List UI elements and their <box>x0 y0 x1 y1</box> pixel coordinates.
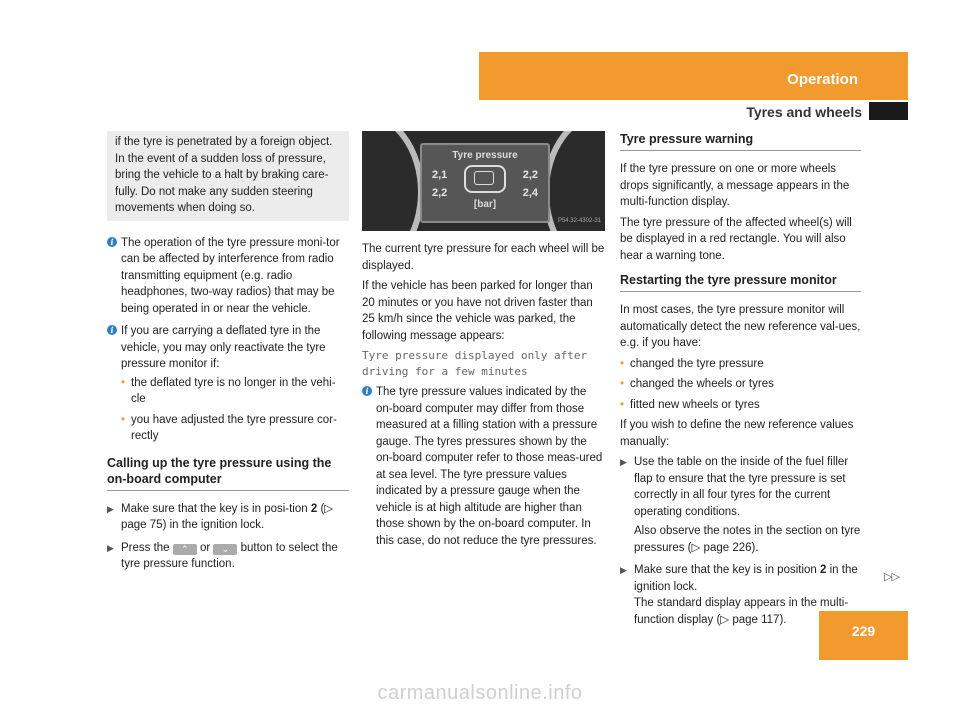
info-icon: i <box>107 237 117 247</box>
note-box: if the tyre is penetrated by a foreign object. In the event of a sudden loss of pressure, bring the vehicle to a halt by braking care-fully. Do not make any sudden steering movements when doing so. <box>107 131 349 221</box>
car-icon <box>464 165 506 193</box>
list-item: • the deflated tyre is no longer in the vehi-cle <box>121 375 349 408</box>
gauge-arc-left <box>362 131 424 231</box>
key-position: 2 <box>820 564 827 576</box>
step-text: Use the table on the inside of the fuel filler flap to ensure that the tyre pressure is set correctly in all four tyres for the current operating conditions. <box>634 456 849 518</box>
step-arrow-icon: ▶ <box>107 542 114 553</box>
instruction-step <box>620 454 861 556</box>
list-item: • fitted new wheels or tyres <box>620 397 861 414</box>
instruction-step <box>107 540 349 573</box>
instruction-step <box>107 501 349 534</box>
continue-arrows-icon: ▷▷ <box>884 571 899 583</box>
step-text: Make sure that the key is in position <box>634 564 821 576</box>
bullet-list <box>121 375 349 445</box>
info-note <box>362 384 605 549</box>
display-message: Tyre pressure displayed only after driving for a few minutes <box>362 349 588 378</box>
multifunction-display <box>420 143 550 223</box>
up-button-icon: ⌃ <box>173 544 197 555</box>
section-header-bar <box>479 52 908 100</box>
section-heading: Calling up the tyre pressure using the on-board computer <box>107 455 349 491</box>
paragraph: If the tyre pressure on one or more wheels drops significantly, a message appears in the multi-function display. <box>620 163 850 208</box>
section-tab-marker <box>869 102 908 120</box>
column-middle <box>362 131 605 555</box>
info-text: The tyre pressure values indicated by the on-board computer may differ from those measured at a filling station with a pressure gauge. The tyres pressures shown by the on-board computer refer to those meas-ured at sea level. The tyre pressure values indicated by a pressure gauge when the vehicle is at high altitude are higher than those shown by the on-board computer. In this case, do not reduce the tyre pressures. <box>376 386 603 547</box>
info-icon: i <box>362 386 372 396</box>
subsection-title: Tyres and wheels <box>746 104 862 120</box>
paragraph: The tyre pressure of the affected wheel(s) will be displayed in a red rectangle. You will also hear a warning tone. <box>620 216 852 262</box>
section-title: Operation <box>787 71 858 88</box>
step-text: or <box>196 541 214 554</box>
info-text: The operation of the tyre pressure moni-tor can be affected by interference from radio transmitting equipment (e.g. radio headphones, two-way radios) that may be being operated in or near the vehicle. <box>121 236 340 315</box>
step-arrow-icon: ▶ <box>620 565 627 575</box>
rear-left-pressure: 2,2 <box>432 187 448 199</box>
figure-code: P54.32-4302-31 <box>557 217 601 224</box>
column-right <box>620 131 861 634</box>
info-text: If you are carrying a deflated tyre in the vehicle, you may only reactivate the tyre pressure monitor if: <box>121 325 326 370</box>
front-right-pressure: 2,2 <box>522 169 538 181</box>
paragraph: If you wish to define the new reference values manually: <box>620 419 854 448</box>
down-button-icon: ⌄ <box>213 544 237 555</box>
page-number: 229 <box>851 623 876 639</box>
section-heading: Tyre pressure warning <box>620 131 861 151</box>
step-note: Also observe the notes in the section on tyre pressures (▷ page 226). <box>634 525 861 554</box>
step-text: Make sure that the key is in posi-tion <box>121 502 311 515</box>
column-left <box>107 131 349 579</box>
step-text: (▷ page 75) in the ignition lock. <box>121 502 334 531</box>
section-heading: Restarting the tyre pressure monitor <box>620 272 861 292</box>
paragraph: The current tyre pressure for each wheel will be displayed. <box>362 243 605 272</box>
step-arrow-icon: ▶ <box>107 503 114 514</box>
display-title: Tyre pressure <box>452 150 518 161</box>
step-note: The standard display appears in the multi-function display (▷ page 117). <box>634 597 849 626</box>
list-item: • changed the wheels or tyres <box>620 376 861 393</box>
list-item: • changed the tyre pressure <box>620 356 861 373</box>
info-icon: i <box>107 325 117 335</box>
step-arrow-icon: ▶ <box>620 457 627 467</box>
info-note <box>107 235 349 318</box>
tyre-pressure-display-figure <box>362 131 605 231</box>
watermark: carmanualsonline.info <box>377 682 583 704</box>
page-number-box <box>819 611 908 660</box>
rear-right-pressure: 2,4 <box>522 187 538 199</box>
step-text: Press the <box>121 541 173 554</box>
list-item: • you have adjusted the tyre pressure cor-rectly <box>121 412 349 445</box>
key-position: 2 <box>310 502 318 515</box>
front-left-pressure: 2,1 <box>432 169 448 181</box>
step-text: in the ignition lock. <box>634 564 858 593</box>
pressure-unit: [bar] <box>473 198 497 210</box>
info-note <box>107 323 349 445</box>
paragraph: In most cases, the tyre pressure monitor will automatically detect the new reference val-ues, e.g. if you have: <box>620 304 861 349</box>
step-text: button to select the tyre pressure function. <box>121 541 338 570</box>
paragraph: If the vehicle has been parked for longer than 20 minutes or you have not driven faster than 25 km/h since the vehicle was parked, the following message appears: <box>362 280 593 342</box>
